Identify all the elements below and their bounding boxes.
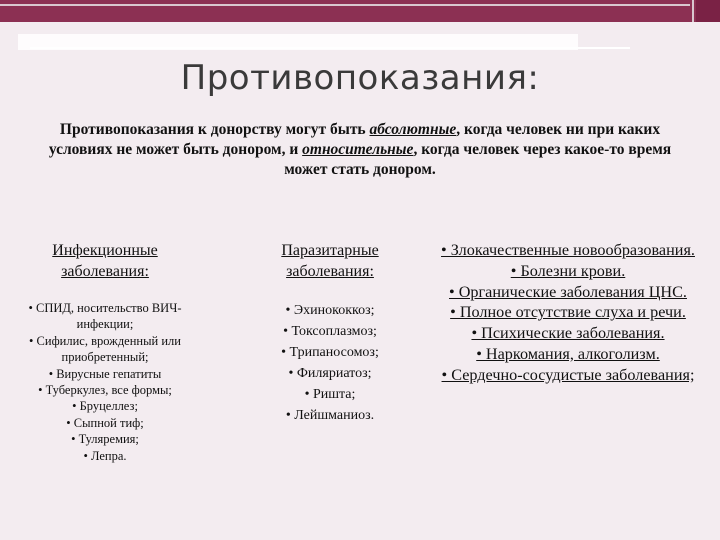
list-item: • Филяриатоз; (288, 366, 372, 381)
disease-list (252, 300, 408, 426)
list-item: • СПИД, носительство ВИЧ-инфекции; (28, 301, 182, 332)
column-parasitic (252, 240, 408, 426)
intro-term-relative: относительные (302, 141, 414, 158)
list-item: • Лейшманиоз. (285, 408, 375, 423)
list-item: • Органические заболевания ЦНС. (449, 282, 687, 301)
list-item: • Сифилис, врожденный или приобретенный; (29, 333, 181, 365)
banner-divider (692, 0, 694, 22)
list-item: • Полное отсутствие слуха и речи. (450, 303, 686, 322)
list-item: • Трипаносомоз; (281, 345, 379, 360)
list-item: • Лепра. (83, 448, 127, 463)
column-heading: Инфекционные заболевания: (52, 242, 158, 280)
slide-title: Противопоказания: (180, 58, 540, 98)
intro-term-absolute: абсолютные (369, 121, 457, 138)
intro-paragraph (40, 120, 680, 180)
list-item: • Вирусные гепатиты (48, 366, 162, 381)
list-item: • Туляремия; (71, 432, 139, 447)
list-item: • Психические заболевания. (471, 324, 665, 343)
column-heading: Паразитарные заболевания: (281, 242, 379, 280)
list-item: • Сыпной тиф; (66, 415, 144, 430)
disease-list (420, 240, 716, 386)
list-item: • Токсоплазмоз; (283, 324, 377, 339)
list-item: • Ришта; (304, 387, 356, 402)
intro-text-2: , когда человек ни при каких условиях не может быть донором, и (48, 121, 661, 158)
list-item: • Болезни крови. (510, 261, 626, 280)
list-item: • Наркомания, алкоголизм. (476, 344, 660, 363)
list-item: • Туберкулез, все формы; (38, 383, 172, 398)
intro-text-3: , когда человек через какое-то время может стать донором. (284, 141, 672, 178)
list-item: • Эхинококкоз; (285, 303, 375, 318)
disease-list (18, 300, 192, 464)
column-infectious (18, 240, 192, 464)
list-item: • Сердечно-сосудистые заболевания; (441, 365, 695, 384)
list-item: • Бруцеллез; (72, 399, 138, 414)
top-banner (0, 0, 720, 22)
header-light-line (30, 47, 630, 49)
intro-text-1: Противопоказания к донорству могут быть (59, 121, 370, 138)
banner-corner-block (696, 0, 720, 22)
banner-stripe (0, 4, 690, 6)
column-other (420, 240, 716, 386)
list-item: • Злокачественные новообразования. (441, 241, 695, 259)
